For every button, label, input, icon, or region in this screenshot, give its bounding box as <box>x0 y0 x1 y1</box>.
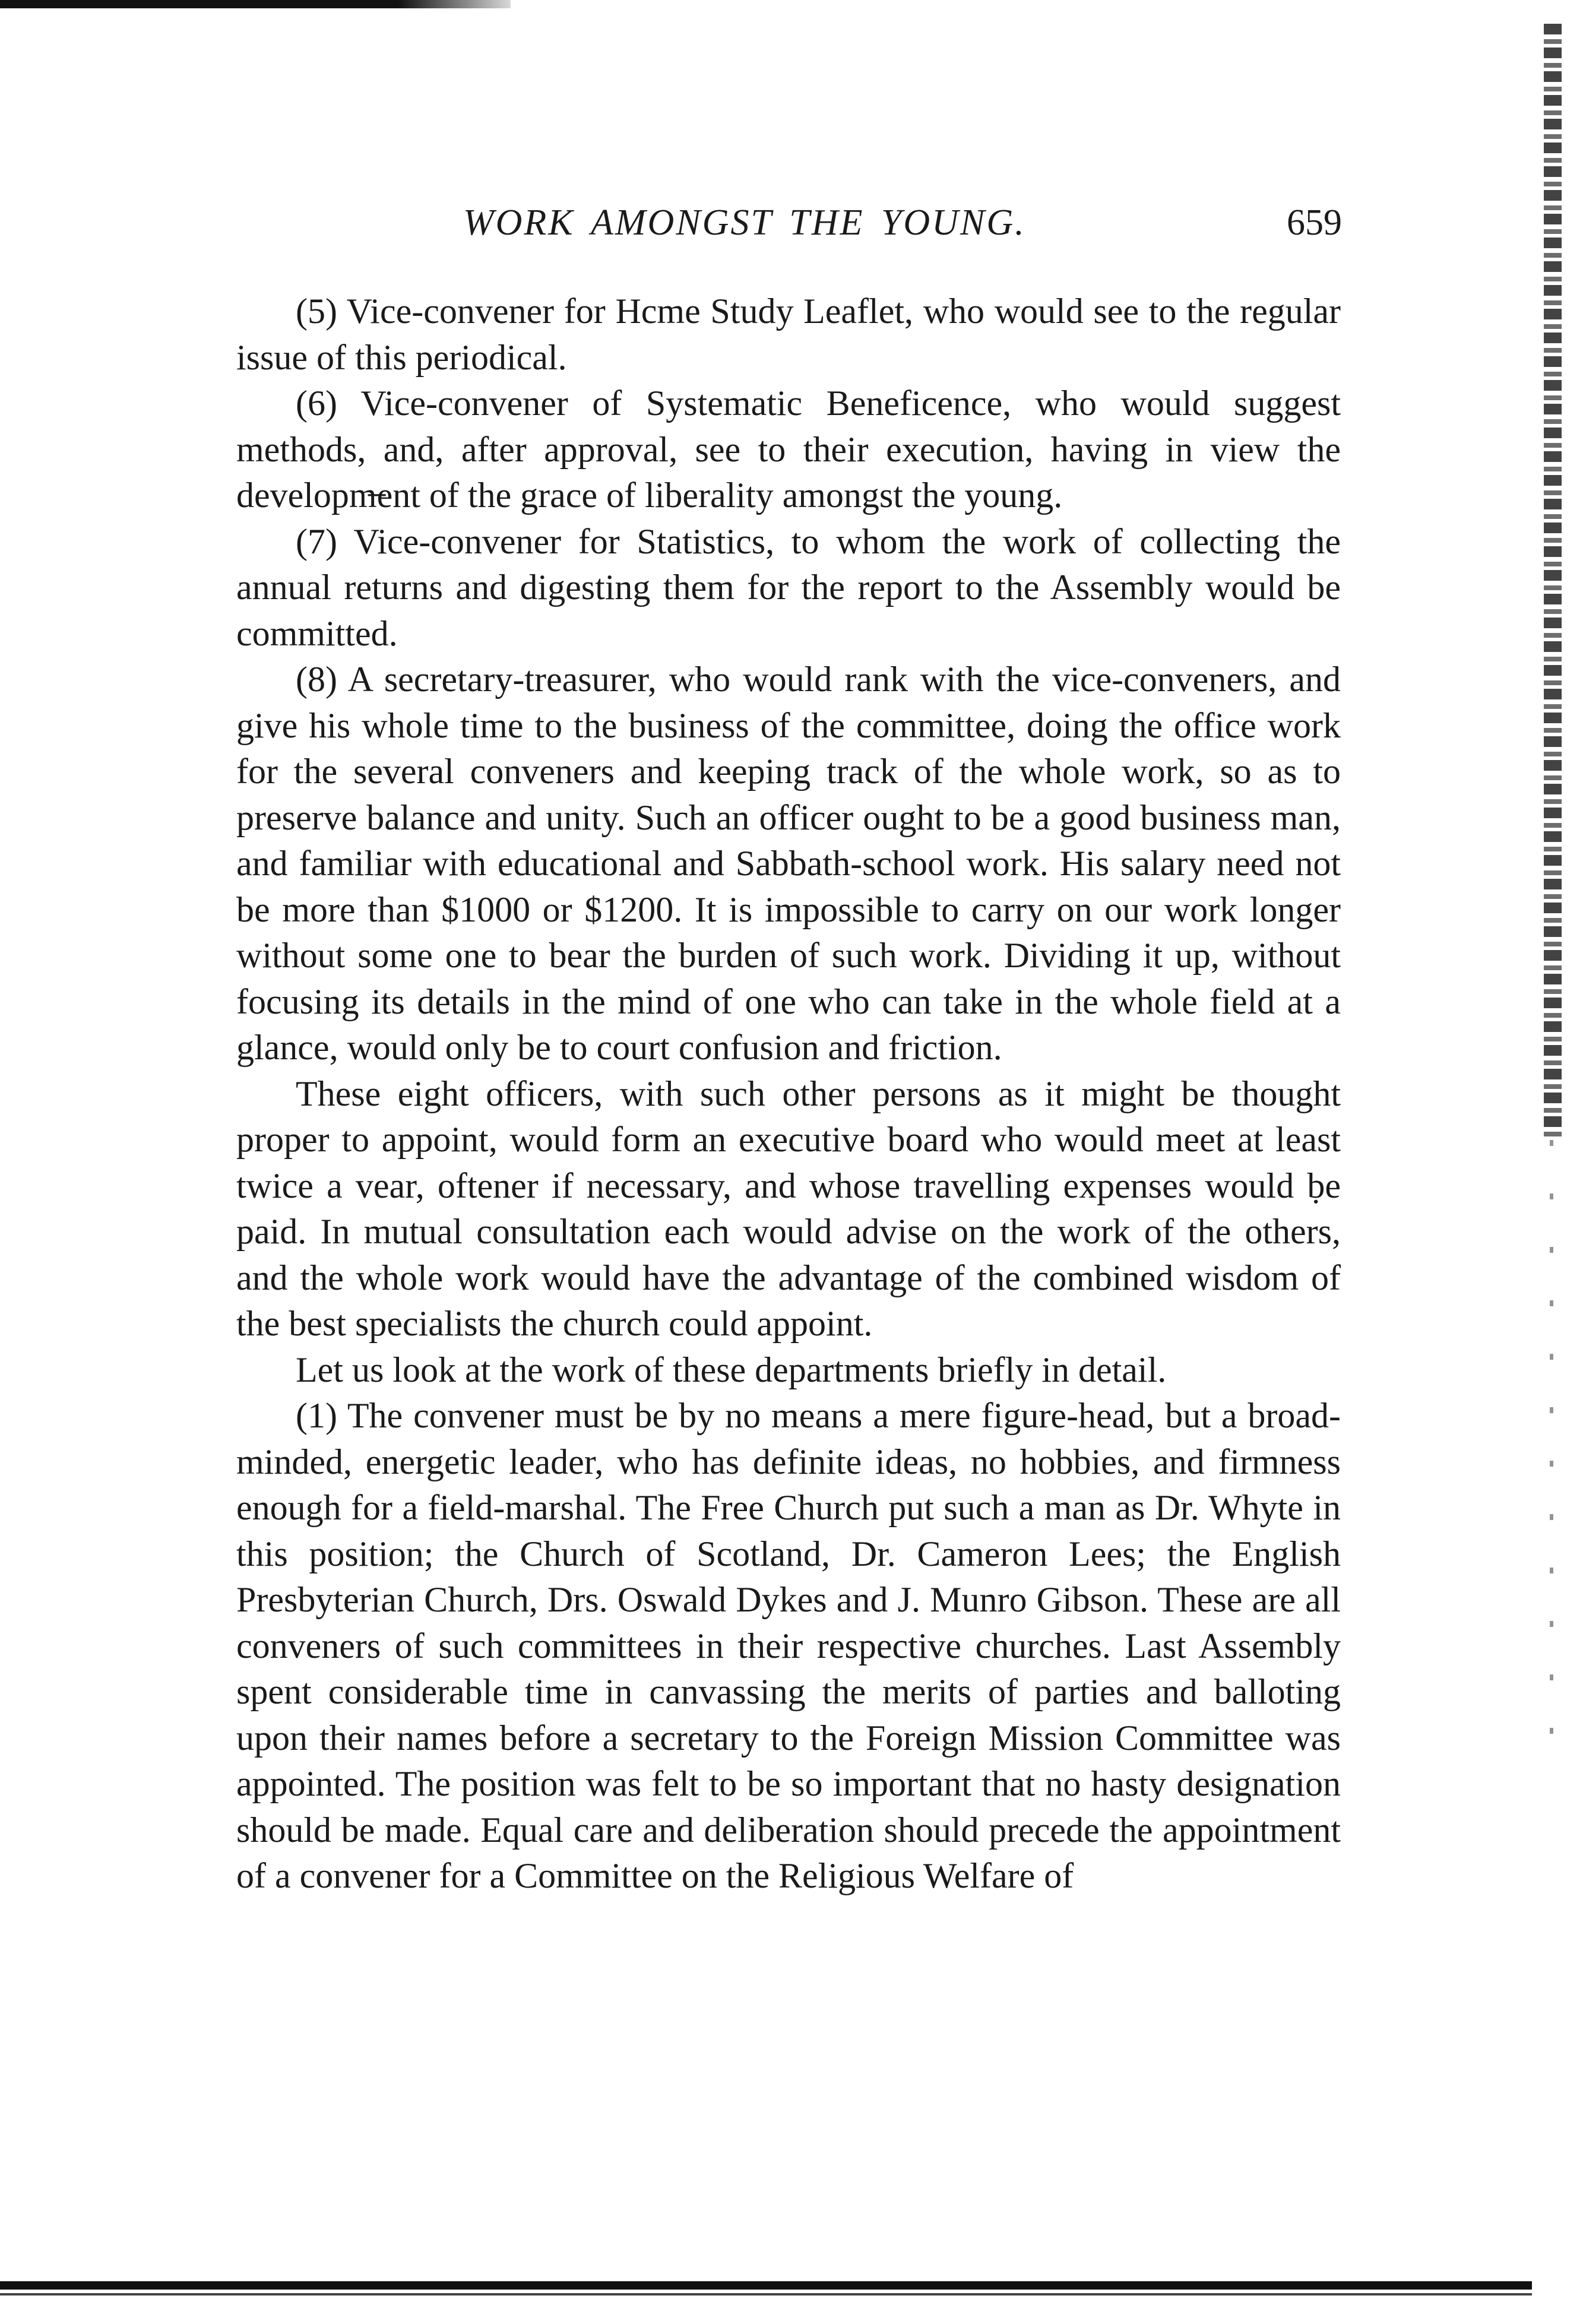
paragraph-6-beneficence: (6) Vice-convener of Systematic Beneficence, who would suggest methods, and, after approval, see to their execution, having in view the developm̶ent of the grace of liberality amongst the young. <box>236 384 1341 515</box>
scan-binding-edge <box>1544 24 1562 1140</box>
scan-bottom-rule <box>0 2281 1532 2290</box>
page-header <box>232 202 1342 249</box>
scan-bottom-rule-thin <box>0 2293 1532 2295</box>
paragraph-5-home-study: (5) Vice-convener for Hcme Study Leaflet, who would see to the regular issue of this periodical. <box>236 292 1341 377</box>
paragraph-1-convener: (1) The convener must be by no means a mere figure-head, but a broad-minded, energetic leader, who has definite ideas, no hobbies, and firmness enough for a field-marshal. The Free Church put such a man as Dr. Whyte in this position; the Church of Scotland, Dr. Cameron Lees; the English Presbyterian Church, Drs. Oswald Dykes and J. Munro Gibson. These are all conveners of such committees in their respective churches. Last Assembly spent considerable time in canvassing the merits of parties and balloting upon their names before a secretary to the Foreign Mission Committee was appointed. The position was felt to be so important that no hasty designation should be made. Equal care and deliberation should precede the appointment of a convener for a Committee on the Religious Welfare of <box>236 1396 1341 1895</box>
scan-top-rule <box>0 0 511 8</box>
page-number: 659 <box>1287 202 1342 243</box>
body-text <box>236 289 1341 1899</box>
paragraph-eight-officers: These eight officers, with such other persons as it might be thought proper to appoint, would form an executive board who would meet at least twice a vear, oftener if necessary, and whose travelling expenses would ḅe paid. In mutual consultation each would advise on the work of the others, and the whole work would have the advantage of the combined wisdom of the best specialists the church could appoint. <box>236 1074 1341 1343</box>
paragraph-8-secretary-treasurer: (8) A secretary-treasurer, who would rank with the vice-conveners, and give his whole time to the business of the committee, doing the office work for the several conveners and keeping track of the whole work, so as to preserve balance and unity. Such an officer ought to be a good business man, and familiar with educational and Sabbath-school work. His salary need not be more than $1000 or $1200. It is impossible to carry on our work longer without some one to bear the burden of such work. Dividing it up, without focusing its details in the mind of one who can take in the whole field at a glance, would only be to court confusion and friction. <box>236 660 1341 1067</box>
scan-binding-edge-lower <box>1550 1140 1553 1734</box>
paragraph-departments-intro: Let us look at the work of these departments briefly in detail. <box>296 1350 1167 1389</box>
running-head: WORK AMONGST THE YOUNG. <box>463 202 1026 243</box>
paragraph-7-statistics: (7) Vice-convener for Statistics, to whom the work of collecting the annual returns and digesting them for the report to the Assembly would be committed. <box>236 521 1341 653</box>
